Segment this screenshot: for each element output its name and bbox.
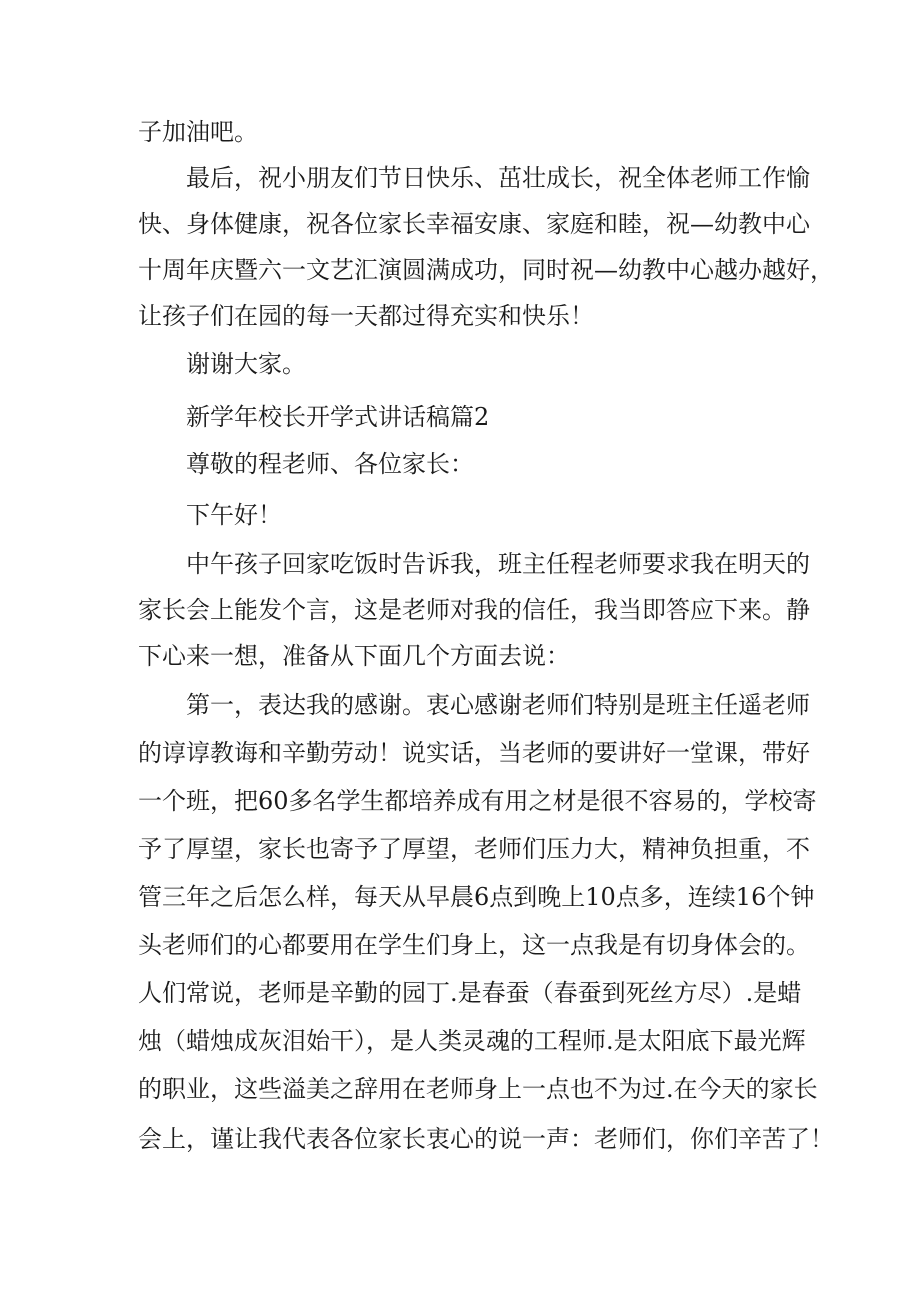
text-line: 一个班，把60多名学生都培养成有用之材是很不容易的，学校寄 — [138, 787, 817, 815]
text-line: 管三年之后怎么样，每天从早晨6点到晚上10点多，连续16个钟 — [138, 883, 815, 911]
text-line: 快、身体健康，祝各位家长幸福安康、家庭和睦，祝—幼教中心 — [138, 210, 810, 238]
text-line: 让孩子们在园的每一天都过得充实和快乐！ — [138, 302, 594, 330]
paragraph-closing-wishes-line: 最后，祝小朋友们节日快乐、茁壮成长，祝全体老师工作愉 — [186, 164, 810, 192]
text-line: 头老师们的心都要用在学生们身上，这一点我是有切身体会的。 — [138, 931, 810, 959]
text-line: 家长会上能发个言，这是老师对我的信任，我当即答应下来。静 — [138, 596, 810, 624]
text-line: 的谆谆教诲和辛勤劳动！说实话，当老师的要讲好一堂课，带好 — [138, 739, 810, 767]
text-line: 的职业，这些溢美之辞用在老师身上一点也不为过.在今天的家长 — [138, 1075, 818, 1103]
text-line: 烛（蜡烛成灰泪始干），是人类灵魂的工程师.是太阳底下最光辉 — [138, 1027, 806, 1055]
text-line: 第一，表达我的感谢。衷心感谢老师们特别是班主任遥老师 — [186, 691, 810, 719]
text-line: 中午孩子回家吃饭时告诉我，班主任程老师要求我在明天的 — [186, 550, 810, 578]
text-line: 会上，谨让我代表各位家长衷心的说一声：老师们，你们辛苦了！ — [138, 1125, 834, 1153]
text-line: 下心来一想，准备从下面几个方面去说： — [138, 642, 570, 670]
salutation-line: 尊敬的程老师、各位家长： — [186, 450, 474, 478]
section-heading: 新学年校长开学式讲话稿篇2 — [186, 403, 490, 431]
text-line: 十周年庆暨六一文艺汇演圆满成功，同时祝—幼教中心越办越好， — [138, 256, 834, 284]
text-line: 子加油吧。 — [138, 118, 258, 146]
text-line: 人们常说，老师是辛勤的园丁.是春蚕（春蚕到死丝方尽）.是蜡 — [138, 979, 802, 1007]
thanks-line: 谢谢大家。 — [186, 350, 306, 378]
text-line: 予了厚望，家长也寄予了厚望，老师们压力大，精神负担重，不 — [138, 835, 810, 863]
greeting-line: 下午好！ — [186, 501, 282, 529]
